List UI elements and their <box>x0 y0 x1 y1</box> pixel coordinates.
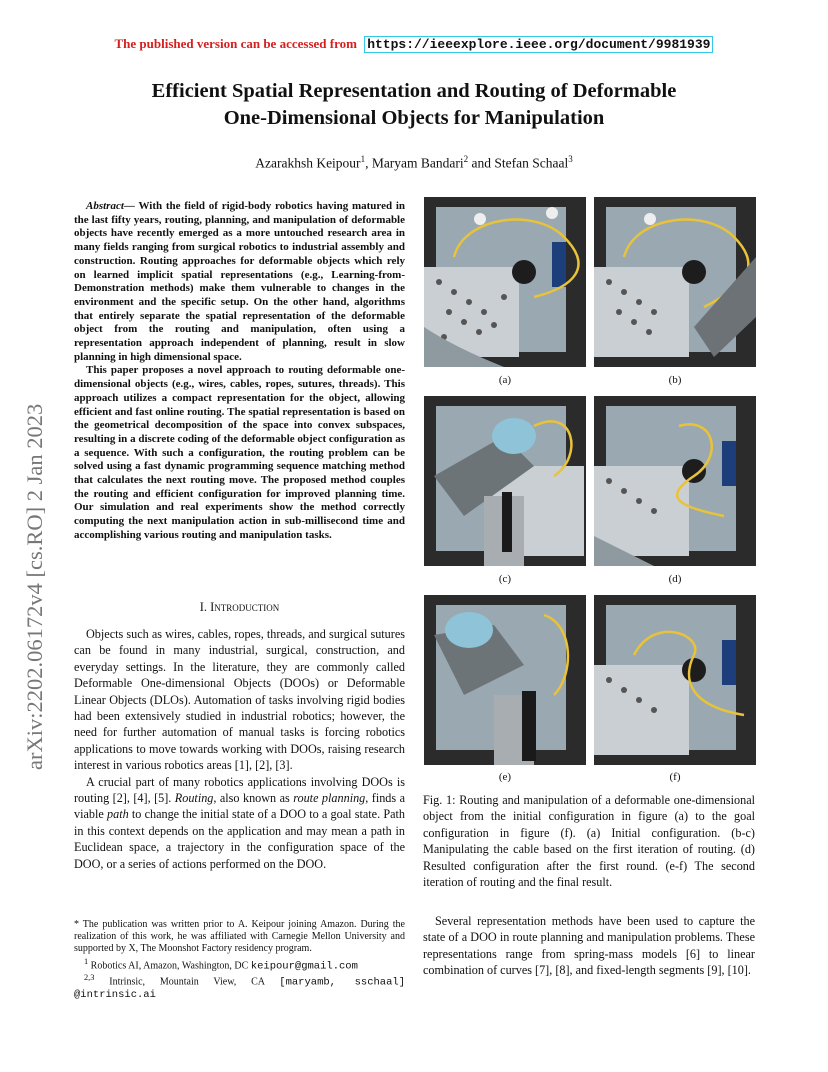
footnote-2: $^{2,3}$ Intrinsic, Mountain View, CA [maryamb, sschaal] @intrinsic.ai <box>74 973 405 1001</box>
published-version-banner <box>0 36 828 52</box>
author-2: Maryam Bandari <box>371 155 464 171</box>
robot-scene-c <box>424 396 586 566</box>
abstract-p1-text: With the field of rigid-body robotics having matured in the last fifty years, routing, planning, and manipulation of deformable objects have recently emerged as a more untouched research area in many fields ranging from surgical robotics to industrial assembly and construction. Routing approaches for deformable objects which rely on learned implicit spatial representations (e.g., Learning-from-Demonstration methods) make them vulnerable to changes in the environment and the specific setup. On the other hand, algorithms that entirely separate the spatial representation of the deformable object from the routing and manipulation, often using a representation approach independent of planning, result in slow planning in high dimensional space. <box>74 200 405 363</box>
author-conj: and <box>471 155 492 171</box>
robot-scene-b <box>594 197 756 367</box>
section-heading-introduction <box>74 600 405 615</box>
paper-title <box>0 78 828 132</box>
section-title: Introduction <box>210 600 280 614</box>
intro-p2: A crucial part of many robotics applications involving DOOs is routing [2], [4], [5]. Routing, also known as route planning, finds a viable path to change the initial state of a DOO to a goal state. Path in this context depends on the application and may mean a path in Euclidean space, a trajectory in the configuration space of the DOO, or a series of actions performed on the DOO. <box>74 774 405 871</box>
introduction-body <box>74 626 405 872</box>
photo-f <box>594 595 756 765</box>
intro-p1: Objects such as wires, cables, ropes, threads, and surgical sutures can be found in many industrial, surgical, construction, and everyday settings. In the literature, they are commonly called Deformable One-dimensional Objects (DOOs) or Deformable Linear Objects (DLOs). Automation of tasks involving rigid bodies had been extensively studied in industrial robotics; however, the need for further automation of manual tasks is forcing robotics applications to move towards working with DOOs, raising research interest in various robotics areas [1], [2], [3]. <box>74 627 405 773</box>
footnote-1: $^1$ Robotics AI, Amazon, Washington, DC keipour@gmail.com <box>84 956 358 972</box>
label-f: (f) <box>669 771 681 783</box>
term-path: path <box>107 807 129 822</box>
term-route-planning: route planning <box>293 791 366 806</box>
arxiv-identifier: arXiv:2202.06172v4 [cs.RO] 2 Jan 2023 <box>22 403 47 770</box>
body-paragraph-right: Several representation methods have been used to capture the state of a DOO in route planning and manipulation problems. These representations range from spring-mass models [6] to linear combination of curves [7], [8], and fixed-length segments [9], [10]. <box>423 914 755 978</box>
robot-scene-d <box>594 396 756 566</box>
title-line-2: One-Dimensional Objects for Manipulation <box>223 107 605 129</box>
author-list: Azarakhsh Keipour$^1$, Maryam Bandari$^2$ and Stefan Schaal$^3$ <box>255 154 573 171</box>
title-line-1: Efficient Spatial Representation and Routing of Deformable <box>151 80 677 102</box>
term-routing: Routing <box>174 791 214 806</box>
photo-c <box>424 396 586 566</box>
abstract-p2: This paper proposes a novel approach to routing deformable one-dimensional objects (e.g., wires, cables, ropes, sutures, threads). This approach utilizes a compact representation for the object, allowing efficient and fast online routing. The spatial representation is based on the geometrical decomposition of the space into convex subspaces, resulting in a discrete coding of the deformable object configuration as a sequence. With such a configuration, the routing problem can be solved using a fast dynamic programming sequence matching method that calculates the next routing move. The proposed method couples the routing and efficient configuration for improved planning time. Our simulation and real experiments show the method correctly computing the next manipulation action in sub-millisecond time and accomplishing various routing and manipulation tasks. <box>74 364 405 541</box>
label-c: (c) <box>498 573 512 585</box>
author-3-affil: 3 <box>568 154 573 164</box>
photo-e <box>424 595 586 765</box>
photo-b <box>594 197 756 367</box>
author-1-affil: 1 <box>360 154 366 164</box>
author-2-affil: 2 <box>463 154 469 164</box>
author-1: Azarakhsh Keipour <box>255 155 361 171</box>
abstract <box>74 200 405 543</box>
photo-a <box>424 197 586 367</box>
author-3: Stefan Schaal <box>494 155 569 171</box>
footnotes <box>74 919 405 1001</box>
abstract-label: Abstract— <box>86 200 135 212</box>
label-b: (b) <box>668 374 682 386</box>
footnote-star: * The publication was written prior to A. Keipour joining Amazon. During the realization of this work, he was affiliated with Carnegie Mellon University and supported by X, The Moonshot Factory residency program. <box>74 919 405 955</box>
section-number: I. <box>199 600 207 614</box>
label-d: (d) <box>668 573 682 585</box>
robot-scene-a <box>424 197 586 367</box>
ieee-link[interactable]: https://ieeexplore.ieee.org/document/9981939 <box>364 36 713 53</box>
robot-scene-f <box>594 595 756 765</box>
abstract-p1 <box>74 200 405 364</box>
figure-1-caption: Fig. 1: Routing and manipulation of a deformable one-dimensional object from the initial configuration in figure (a) to the goal configuration in figure (f). (a) Initial configuration. (b-c) Manipulating the cable based on the first iteration of routing. (d) Resulted configuration after the first round. (e-f) The second iteration of routing and the final result. <box>423 793 755 890</box>
banner-text: The published version can be accessed from <box>114 36 357 51</box>
robot-scene-e <box>424 595 586 765</box>
label-e: (e) <box>498 771 512 783</box>
photo-d <box>594 396 756 566</box>
label-a: (a) <box>498 374 512 386</box>
